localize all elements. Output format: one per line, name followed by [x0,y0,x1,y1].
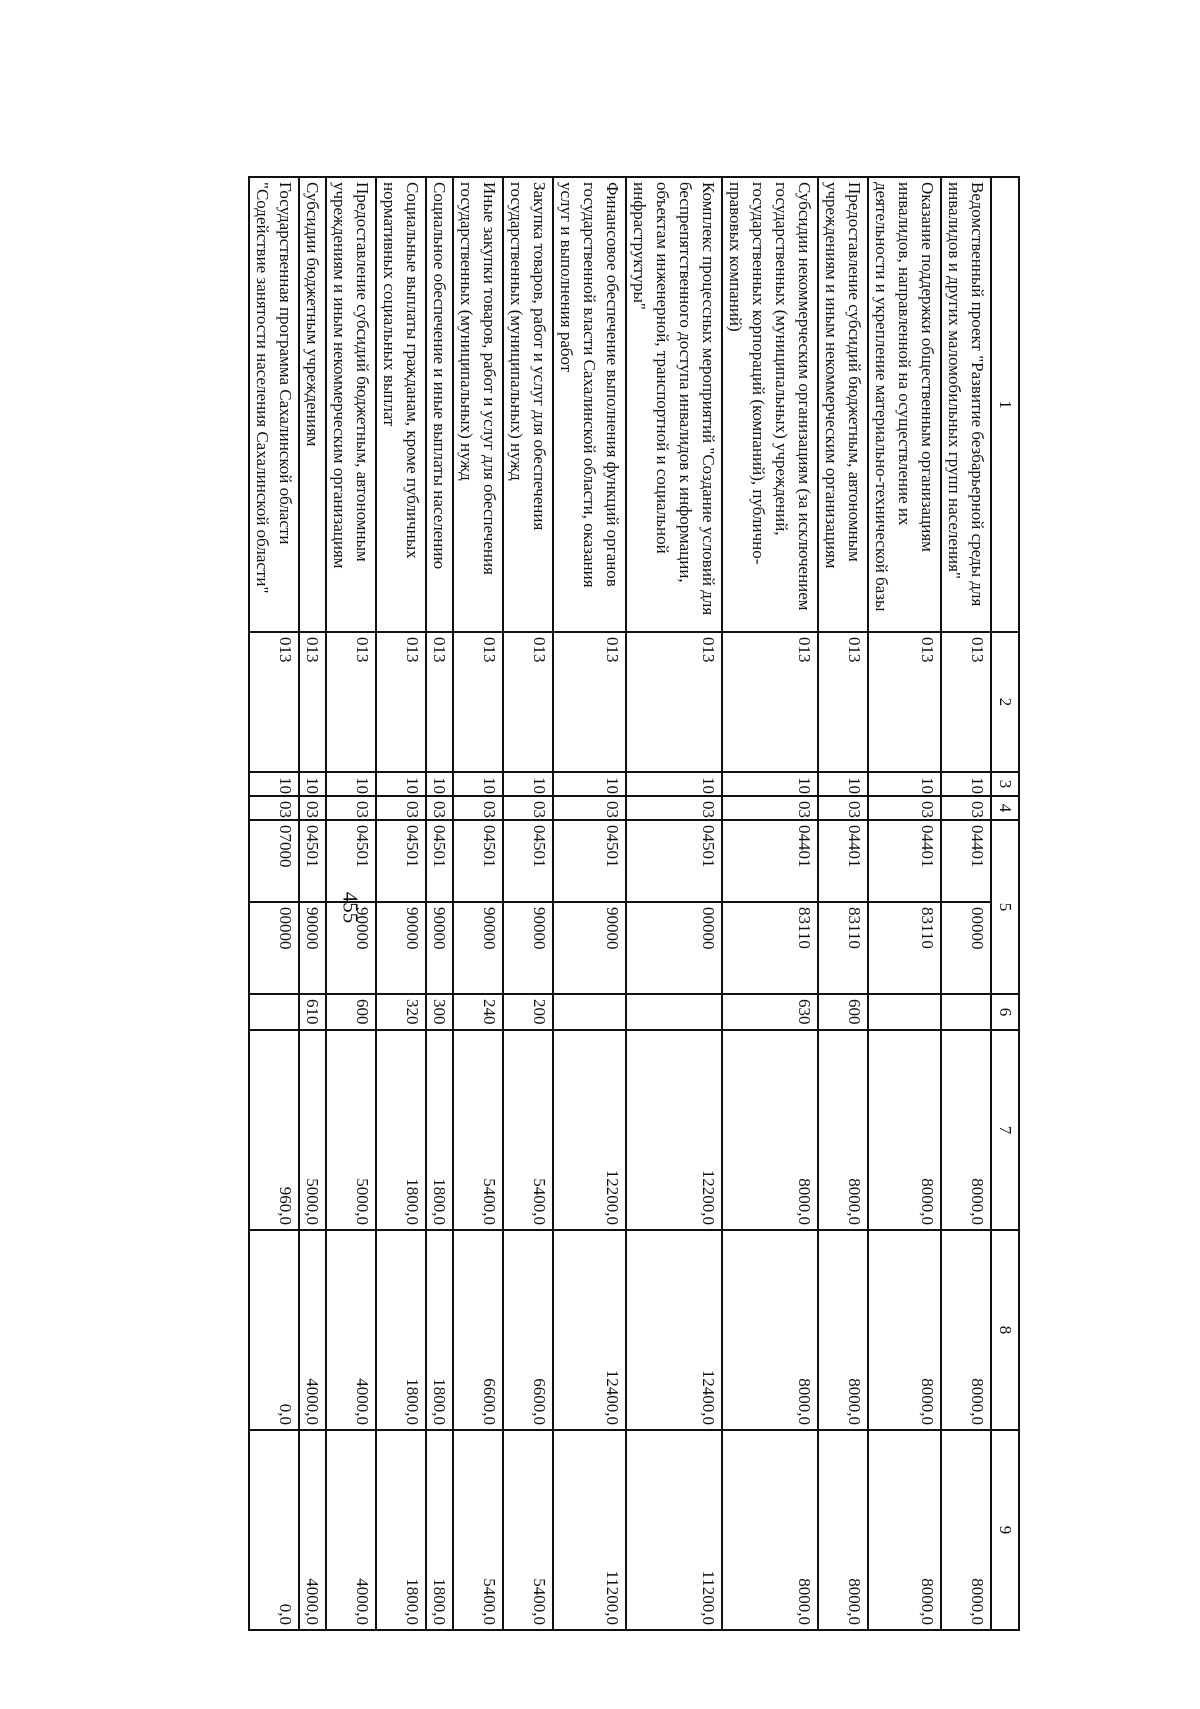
subsection-code: 03 [376,796,426,820]
target-article-prefix: 04401 [722,820,818,902]
ministry-code: 013 [326,632,376,772]
amount-year-2: 4000,0 [326,1230,376,1430]
amount-year-1: 12200,0 [626,1030,722,1230]
amount-year-3: 8000,0 [941,1430,991,1630]
table-row [453,177,503,1630]
table-row [426,177,453,1630]
target-article-suffix: 90000 [503,902,553,994]
column-header: 8 [991,1230,1019,1430]
amount-year-3: 4000,0 [326,1430,376,1630]
subsection-code: 03 [249,796,299,820]
amount-year-2: 12400,0 [626,1230,722,1430]
column-header: 1 [991,177,1019,632]
amount-year-2: 1800,0 [376,1230,426,1430]
amount-year-2: 4000,0 [299,1230,326,1430]
column-header: 9 [991,1430,1019,1630]
amount-year-1: 12200,0 [553,1030,626,1230]
column-header: 5 [991,820,1019,994]
target-article-suffix: 83110 [868,902,941,994]
row-name: Ведомственный проект "Развитие безбарьерной среды для инвалидов и других маломобильных групп населения" [941,177,991,632]
section-code: 10 [426,772,453,796]
amount-year-2: 1800,0 [426,1230,453,1430]
amount-year-1: 8000,0 [941,1030,991,1230]
amount-year-3: 8000,0 [818,1430,868,1630]
amount-year-1: 1800,0 [376,1030,426,1230]
header-row [991,177,1019,1630]
ministry-code: 013 [722,632,818,772]
row-name: Социальные выплаты гражданам, кроме публичных нормативных социальных выплат [376,177,426,632]
section-code: 10 [503,772,553,796]
expense-type-code [626,994,722,1030]
section-code: 10 [376,772,426,796]
amount-year-1: 960,0 [249,1030,299,1230]
subsection-code: 03 [818,796,868,820]
amount-year-2: 12400,0 [553,1230,626,1430]
amount-year-2: 6600,0 [453,1230,503,1430]
ministry-code: 013 [868,632,941,772]
amount-year-2: 8000,0 [941,1230,991,1430]
amount-year-3: 1800,0 [426,1430,453,1630]
ministry-code: 013 [249,632,299,772]
section-code: 10 [326,772,376,796]
expense-type-code: 600 [818,994,868,1030]
row-name: Субсидии некоммерческим организациям (за исключением государственных (муниципальных) учреждений, государственных корпораций (компаний), публично-правовых компаний) [722,177,818,632]
subsection-code: 03 [553,796,626,820]
target-article-suffix: 00000 [941,902,991,994]
subsection-code: 03 [503,796,553,820]
section-code: 10 [453,772,503,796]
subsection-code: 03 [326,796,376,820]
row-name: Предоставление субсидий бюджетным, автономным учреждениям и иным некоммерческим организациям [818,177,868,632]
subsection-code: 03 [426,796,453,820]
expense-type-code [941,994,991,1030]
column-header: 7 [991,1030,1019,1230]
column-header: 3 [991,772,1019,796]
target-article-suffix: 83110 [722,902,818,994]
ministry-code: 013 [453,632,503,772]
section-code: 10 [868,772,941,796]
table-row [868,177,941,1630]
amount-year-3: 8000,0 [868,1430,941,1630]
amount-year-3: 8000,0 [722,1430,818,1630]
amount-year-3: 11200,0 [626,1430,722,1630]
target-article-suffix: 83110 [818,902,868,994]
amount-year-1: 8000,0 [722,1030,818,1230]
section-code: 10 [941,772,991,796]
amount-year-3: 5400,0 [503,1430,553,1630]
subsection-code: 03 [722,796,818,820]
row-name: Социальное обеспечение и иные выплаты населению [426,177,453,632]
table-row [299,177,326,1630]
ministry-code: 013 [299,632,326,772]
expense-type-code: 630 [722,994,818,1030]
subsection-code: 03 [941,796,991,820]
amount-year-1: 5000,0 [299,1030,326,1230]
target-article-prefix: 04501 [453,820,503,902]
amount-year-1: 5000,0 [326,1030,376,1230]
amount-year-3: 11200,0 [553,1430,626,1630]
column-header: 4 [991,796,1019,820]
table-row [376,177,426,1630]
row-name: Оказание поддержки общественным организациям инвалидов, направленной на осуществление их деятельности и укрепление материально-технической базы [868,177,941,632]
amount-year-2: 0,0 [249,1230,299,1430]
ministry-code: 013 [426,632,453,772]
subsection-code: 03 [453,796,503,820]
target-article-suffix: 00000 [249,902,299,994]
row-name: Закупка товаров, работ и услуг для обеспечения государственных (муниципальных) нужд [503,177,553,632]
table-row [503,177,553,1630]
target-article-prefix: 04501 [376,820,426,902]
ministry-code: 013 [553,632,626,772]
amount-year-3: 5400,0 [453,1430,503,1630]
target-article-suffix: 90000 [426,902,453,994]
ministry-code: 013 [626,632,722,772]
target-article-prefix: 04501 [503,820,553,902]
column-header: 2 [991,632,1019,772]
target-article-prefix: 04401 [868,820,941,902]
section-code: 10 [626,772,722,796]
ministry-code: 013 [503,632,553,772]
expense-type-code: 600 [326,994,376,1030]
amount-year-1: 8000,0 [818,1030,868,1230]
row-name: Предоставление субсидий бюджетным, автономным учреждениям и иным некоммерческим организациям [326,177,376,632]
row-name: Иные закупки товаров, работ и услуг для обеспечения государственных (муниципальных) нужд [453,177,503,632]
target-article-suffix: 90000 [326,902,376,994]
target-article-prefix: 04501 [299,820,326,902]
amount-year-2: 8000,0 [868,1230,941,1430]
amount-year-2: 8000,0 [722,1230,818,1430]
section-code: 10 [818,772,868,796]
expense-type-code: 200 [503,994,553,1030]
subsection-code: 03 [626,796,722,820]
section-code: 10 [249,772,299,796]
table-row [818,177,868,1630]
row-name: Субсидии бюджетным учреждениям [299,177,326,632]
amount-year-3: 4000,0 [299,1430,326,1630]
section-code: 10 [299,772,326,796]
target-article-prefix: 07000 [249,820,299,902]
ministry-code: 013 [941,632,991,772]
table-row [553,177,626,1630]
target-article-prefix: 04401 [941,820,991,902]
target-article-prefix: 04501 [426,820,453,902]
target-article-prefix: 04401 [818,820,868,902]
section-code: 10 [722,772,818,796]
amount-year-1: 5400,0 [503,1030,553,1230]
table-row [722,177,818,1630]
table-row [249,177,299,1630]
amount-year-2: 6600,0 [503,1230,553,1430]
target-article-suffix: 90000 [376,902,426,994]
target-article-suffix: 90000 [453,902,503,994]
expense-type-code: 300 [426,994,453,1030]
section-code: 10 [553,772,626,796]
target-article-prefix: 04501 [553,820,626,902]
amount-year-3: 1800,0 [376,1430,426,1630]
expense-type-code [553,994,626,1030]
ministry-code: 013 [376,632,426,772]
target-article-suffix: 90000 [299,902,326,994]
expense-type-code: 610 [299,994,326,1030]
target-article-prefix: 04501 [626,820,722,902]
table-row [326,177,376,1630]
amount-year-1: 5400,0 [453,1030,503,1230]
table-row [626,177,722,1630]
amount-year-2: 8000,0 [818,1230,868,1430]
expense-type-code: 320 [376,994,426,1030]
target-article-suffix: 90000 [553,902,626,994]
expense-type-code [249,994,299,1030]
target-article-prefix: 04501 [326,820,376,902]
expense-type-code: 240 [453,994,503,1030]
page-number: 455 [338,891,363,924]
row-name: Государственная программа Сахалинской области "Содействие занятости населения Сахалинской области" [249,177,299,632]
rotated-table-container [148,176,1020,1628]
amount-year-1: 1800,0 [426,1030,453,1230]
subsection-code: 03 [868,796,941,820]
table-row [941,177,991,1630]
column-header: 6 [991,994,1019,1030]
subsection-code: 03 [299,796,326,820]
expense-type-code [868,994,941,1030]
target-article-suffix: 00000 [626,902,722,994]
amount-year-3: 0,0 [249,1430,299,1630]
row-name: Финансовое обеспечение выполнения функций органов государственной власти Сахалинской области, оказания услуг и выполнения работ [553,177,626,632]
amount-year-1: 8000,0 [868,1030,941,1230]
ministry-code: 013 [818,632,868,772]
budget-table [248,176,1020,1631]
row-name: Комплекс процессных мероприятий "Создание условий для беспрепятственного доступа инвалидов к информации, объектам инженерной, транспортной и социальной инфраструктуры" [626,177,722,632]
